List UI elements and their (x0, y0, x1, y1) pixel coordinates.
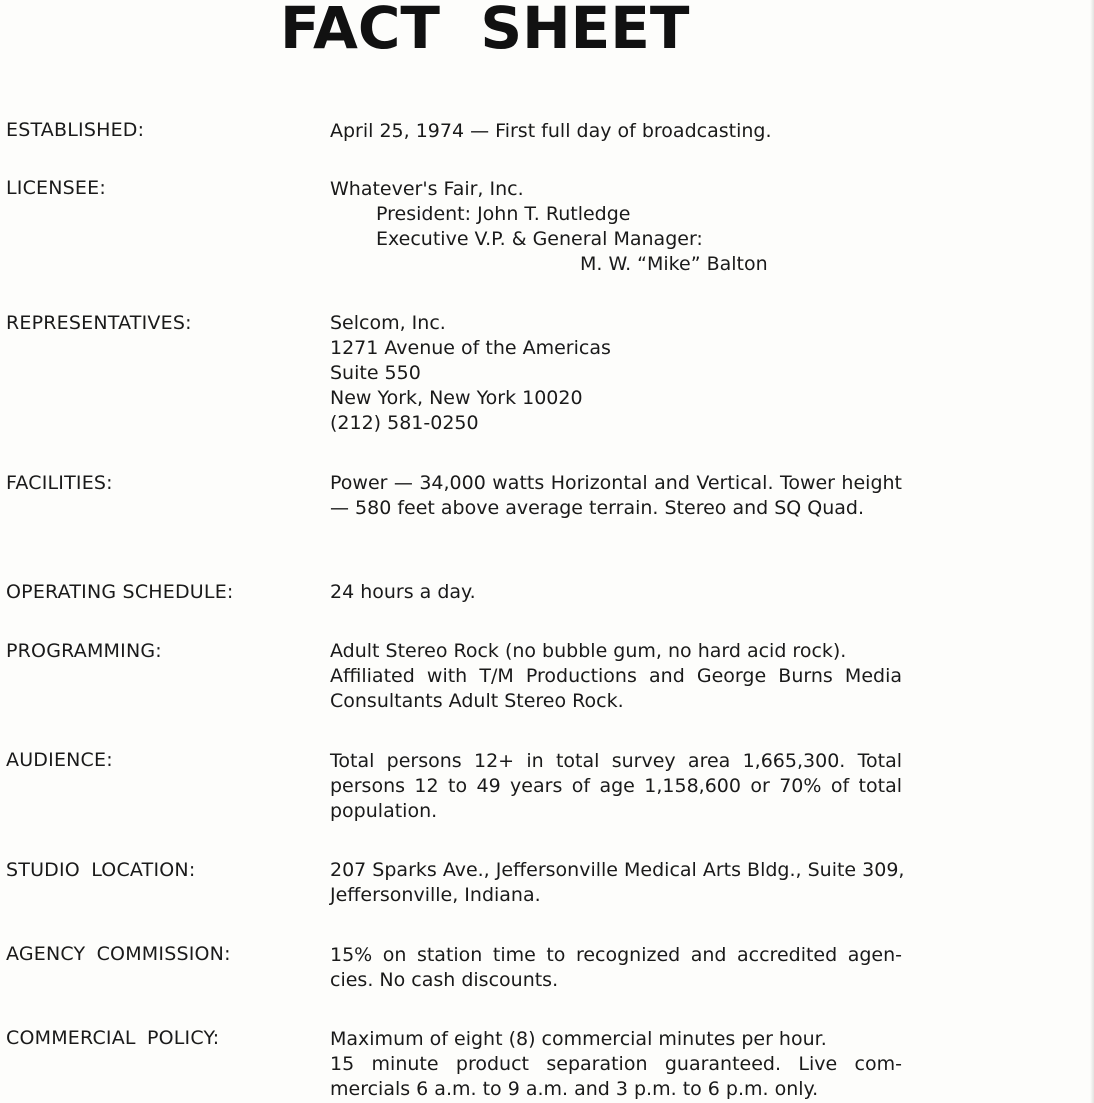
value-commercial-policy (330, 1027, 902, 1102)
studio-line-2: Jeffersonville, Indiana. (330, 884, 541, 906)
value-established (330, 119, 902, 144)
rep-suite: Suite 550 (330, 362, 421, 384)
facilities-text: Power — 34,000 watts Horizontal and Vertical. Tower height — 580 feet above average terrain. Stereo and SQ Quad. (330, 472, 902, 519)
licensee-company: Whatever's Fair, Inc. (330, 178, 524, 200)
established-line: April 25, 1974 — First full day of broadcasting. (330, 120, 772, 142)
rep-phone: (212) 581-0250 (330, 412, 479, 434)
value-facilities (330, 471, 902, 521)
studio-line-1: 207 Sparks Ave., Jeffersonville Medical Arts Bldg., Suite 309, (330, 859, 905, 881)
value-programming (330, 639, 902, 714)
rep-company: Selcom, Inc. (330, 312, 446, 334)
licensee-evp-name: M. W. “Mike” Balton (580, 253, 768, 275)
label-programming: PROGRAMMING: (6, 640, 162, 662)
schedule-text: 24 hours a day. (330, 581, 476, 603)
value-agency-commission (330, 943, 902, 993)
value-studio-location (330, 858, 905, 908)
value-audience (330, 749, 902, 824)
commission-text: 15% on station time to recognized and accredited agen-cies. No cash discounts. (330, 944, 902, 991)
label-licensee: LICENSEE: (6, 177, 106, 199)
licensee-evp-title: Executive V.P. & General Manager: (376, 228, 703, 250)
rep-street: 1271 Avenue of the Americas (330, 337, 611, 359)
programming-line-2: Affiliated with T/M Productions and George Burns Media Consultants Adult Stereo Rock. (330, 665, 902, 712)
rep-city: New York, New York 10020 (330, 387, 583, 409)
policy-line-1: Maximum of eight (8) commercial minutes per hour. (330, 1028, 827, 1050)
value-representatives (330, 311, 902, 436)
label-audience: AUDIENCE: (6, 749, 113, 771)
audience-text: Total persons 12+ in total survey area 1,665,300. Total persons 12 to 49 years of age 1,158,600 or 70% of total population. (330, 750, 902, 822)
licensee-president: President: John T. Rutledge (376, 203, 631, 225)
label-agency-commission: AGENCY COMMISSION: (6, 943, 231, 965)
label-facilities: FACILITIES: (6, 472, 113, 494)
label-operating-schedule: OPERATING SCHEDULE: (6, 581, 234, 603)
policy-line-2: 15 minute product separation guaranteed. Live com-mercials 6 a.m. to 9 a.m. and 3 p.m. to 6 p.m. only. (330, 1053, 902, 1100)
value-operating-schedule (330, 580, 902, 605)
page-edge-shadow (1090, 0, 1094, 1103)
value-licensee (330, 177, 902, 277)
programming-line-1: Adult Stereo Rock (no bubble gum, no hard acid rock). (330, 640, 847, 662)
label-studio-location: STUDIO LOCATION: (6, 859, 196, 881)
label-representatives: REPRESENTATIVES: (6, 312, 192, 334)
page-title: FACT SHEET (280, 0, 690, 62)
label-established: ESTABLISHED: (6, 119, 145, 141)
label-commercial-policy: COMMERCIAL POLICY: (6, 1027, 220, 1049)
